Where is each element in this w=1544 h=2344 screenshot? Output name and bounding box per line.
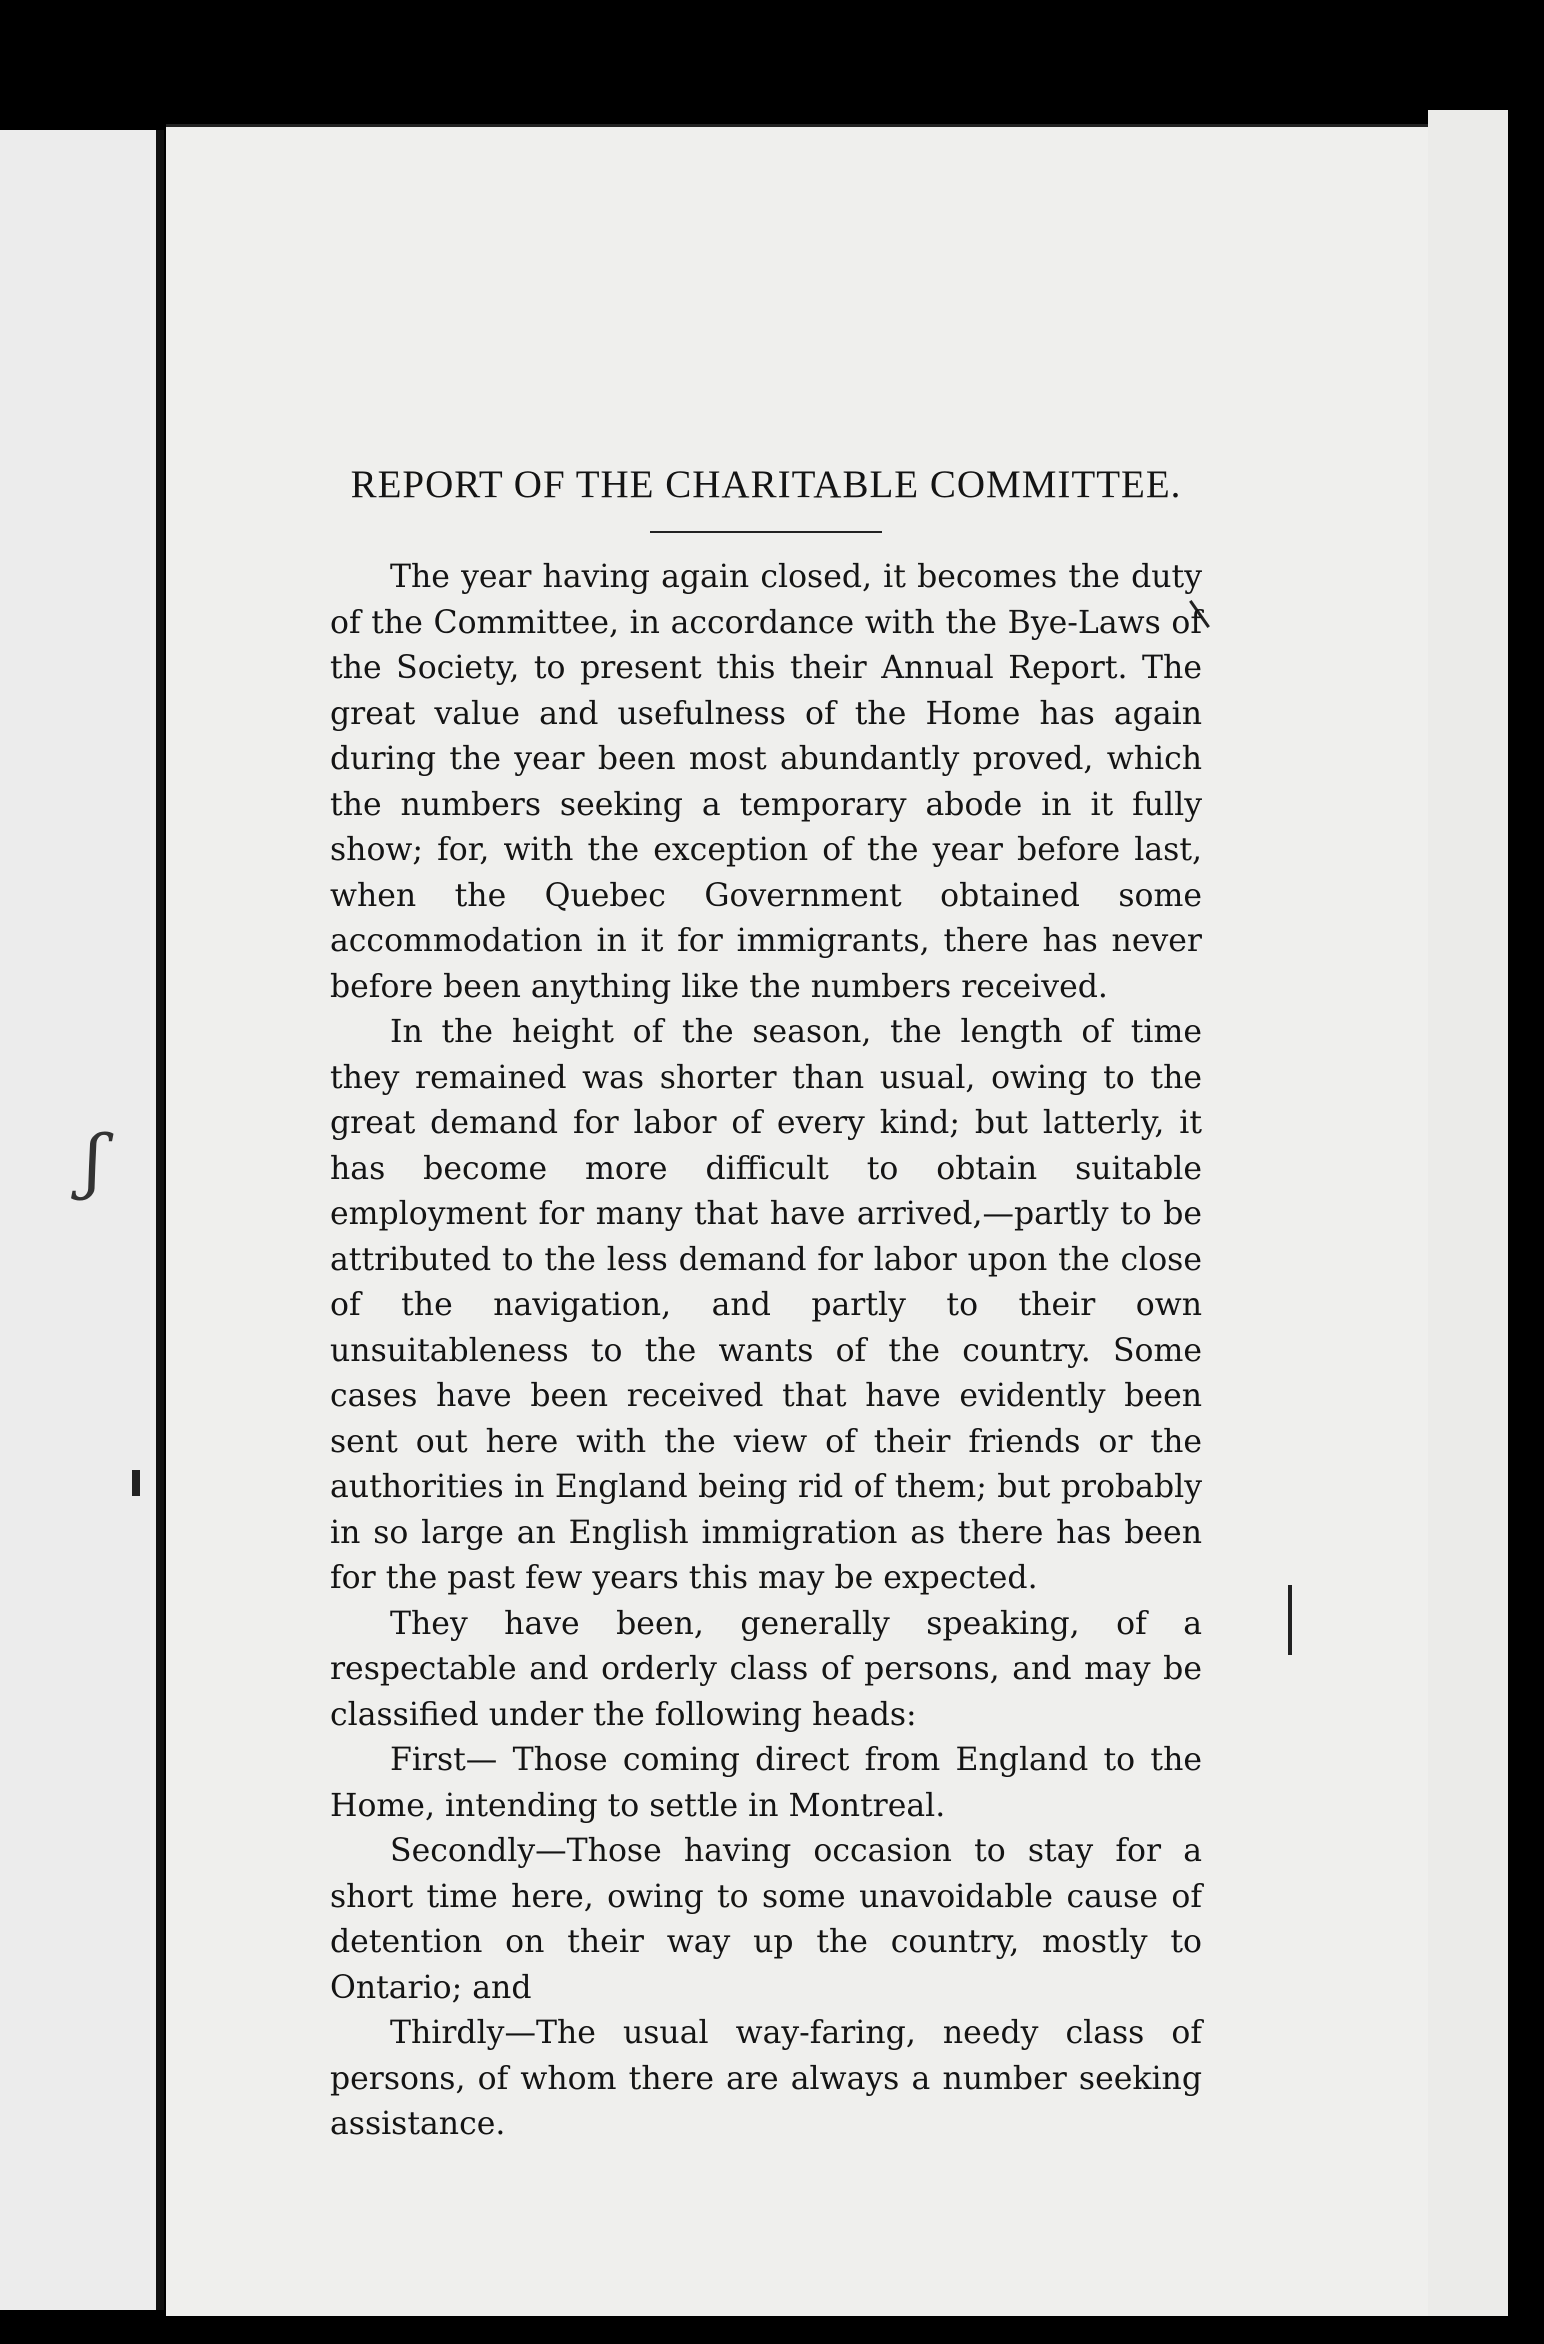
paragraph: They have been, generally speaking, of a respectable and orderly class of persons, and may be classified under the following heads: (330, 1605, 1202, 1733)
ink-mark (132, 1470, 140, 1496)
margin-bracket-mark: ʃ (84, 1120, 104, 1202)
paragraph: Secondly—Those having occasion to stay for a short time here, owing to some unavoidable cause of detention on their way up the country, mostly to Ontario; and (330, 1833, 1202, 2006)
scan-border-bottom (0, 2316, 1544, 2344)
page-content (330, 462, 1202, 2148)
facing-page-edge (0, 130, 160, 2310)
ink-mark (1288, 1585, 1292, 1655)
binding-gutter-line (156, 130, 164, 2310)
body-text (330, 555, 1202, 2148)
page-title: REPORT OF THE CHARITABLE COMMITTEE. (350, 463, 1182, 506)
paragraph: First— Those coming direct from England to the Home, intending to settle in Montreal. (330, 1742, 1202, 1824)
title-rule (650, 531, 882, 533)
paragraph: The year having again closed, it becomes the duty of the Committee, in accordance with the Bye-Laws of the Society, to present this their Annual Report. The great value and usefulness of the Home has again during the year been most abundantly proved, which the numbers seeking a temporary abode in it fully show; for, with the exception of the year before last, when the Quebec Government obtained some accommodation in it for immigrants, there has never before been anything like the numbers received. (330, 559, 1202, 1005)
page-right-margin (1428, 110, 1508, 2320)
scan-border-right (1508, 100, 1544, 2344)
paragraph: Thirdly—The usual way-faring, needy class of persons, of whom there are always a number seeking assistance. (330, 2015, 1202, 2142)
paragraph: In the height of the season, the length of time they remained was shorter than usual, owing to the great demand for labor of every kind; but latterly, it has become more difficult to obtain suitable employment for many that have arrived,—partly to be attributed to the less demand for labor upon the close of the navigation, and partly to their own unsuitableness to the wants of the country. Some cases have been received that have evidently been sent out here with the view of their friends or the authorities in England being rid of them; but probably in so large an English immigration as there has been for the past few years this may be expected. (330, 1014, 1202, 1596)
